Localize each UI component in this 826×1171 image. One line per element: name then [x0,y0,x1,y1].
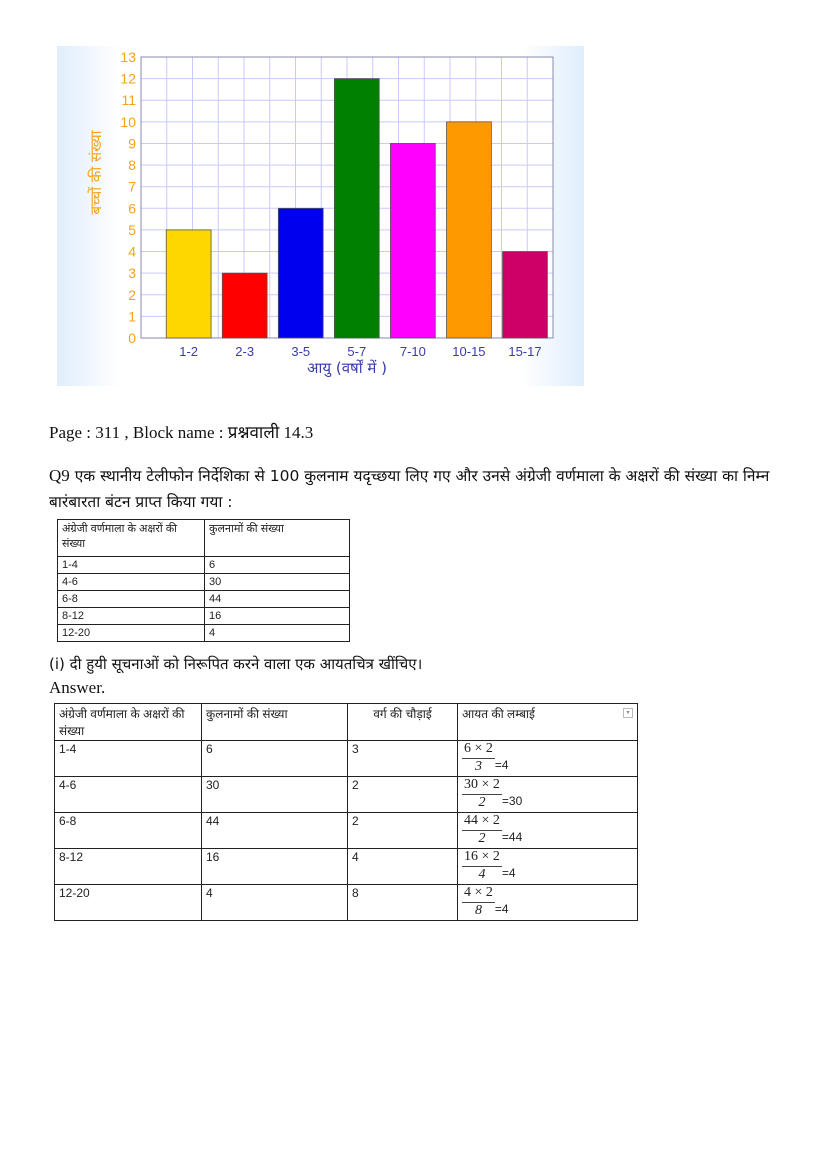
fraction [462,778,502,810]
cell-range: 4-6 [55,777,202,813]
cell-rect-length [458,777,638,813]
cell-count: 30 [202,777,348,813]
fraction-result: =4 [494,902,509,916]
cell-width: 4 [348,849,458,885]
y-tick-label: 4 [128,243,136,260]
frequency-table [57,519,350,642]
cell-range: 6-8 [58,591,205,608]
x-tick-label: 10-15 [452,344,486,359]
table-row [58,608,350,625]
x-tick-label: 5-7 [347,344,367,359]
bar-7-10 [390,143,435,338]
cell-range: 8-12 [58,608,205,625]
y-axis-label: बच्चों की संख्या [87,130,105,215]
y-tick-label: 13 [120,49,136,65]
fraction-result: =4 [494,758,509,772]
table-row [55,885,638,921]
header-rect-length-label: आयत की लम्बाई [462,707,535,721]
y-tick-label: 3 [128,265,136,282]
fraction-result: =44 [501,830,523,844]
x-tick-label: 7-10 [399,344,426,359]
table-row [55,741,638,777]
y-tick-label: 0 [128,330,136,346]
y-tick-label: 6 [128,200,136,217]
header-surnames: कुलनामों की संख्या [205,520,350,557]
table-row [58,591,350,608]
table-row [58,557,350,574]
cell-count: 16 [205,608,350,625]
y-tick-label: 5 [128,221,136,238]
question-number: Q9 [49,466,70,485]
table-row [55,777,638,813]
bar-15-17 [503,252,548,338]
fraction-numerator: 4 × 2 [462,886,495,903]
x-tick-label: 2-3 [235,344,255,359]
bar-5-7 [334,79,379,338]
header-letters: अंग्रेजी वर्णमाला के अक्षरों की संख्या [55,704,202,741]
cell-count: 44 [205,591,350,608]
fraction [462,814,502,846]
cell-range: 8-12 [55,849,202,885]
fraction [462,742,495,774]
cell-range: 6-8 [55,813,202,849]
cell-rect-length [458,813,638,849]
x-tick-label: 1-2 [179,344,199,359]
table-header-row [55,704,638,741]
sub-question: (i) दी हुयी सूचनाओं को निरूपित करने वाला एक आयतचित्र खींचिए। [49,655,423,673]
fraction [462,886,495,918]
cell-width: 2 [348,813,458,849]
cell-count: 30 [205,574,350,591]
histogram-chart [57,46,584,386]
table-row [55,813,638,849]
bar-10-15 [446,122,491,338]
answer-table [54,703,638,921]
answer-label: Answer. [49,678,106,697]
cell-range: 12-20 [58,625,205,642]
question-text [49,463,779,515]
cell-count: 16 [202,849,348,885]
header-class-width: वर्ग की चौड़ाई [348,704,458,741]
page-info-line: Page : 311 , Block name : प्रश्नवाली 14.3 [49,423,314,442]
y-tick-label: 7 [128,178,136,195]
cell-rect-length [458,741,638,777]
fraction-denominator: 4 [478,867,486,882]
header-letters: अंग्रेजी वर्णमाला के अक्षरों की संख्या [58,520,205,557]
fraction-numerator: 16 × 2 [462,850,502,867]
fraction-denominator: 8 [474,903,482,918]
bar-3-5 [278,208,323,338]
y-tick-label: 1 [128,308,136,325]
y-tick-label: 8 [128,157,136,174]
table-row [58,574,350,591]
cell-count: 4 [202,885,348,921]
cell-width: 8 [348,885,458,921]
x-axis-label: आयु (वर्षों में ) [307,359,387,377]
cell-count: 6 [205,557,350,574]
header-rect-length [458,704,638,741]
fraction-result: =4 [501,866,516,880]
fraction-result: =30 [501,794,523,808]
cell-count: 4 [205,625,350,642]
table-row [55,849,638,885]
y-tick-label: 12 [120,70,136,87]
cell-count: 6 [202,741,348,777]
cell-count: 44 [202,813,348,849]
x-tick-label: 3-5 [291,344,311,359]
x-tick-label: 15-17 [508,344,542,359]
cell-rect-length [458,849,638,885]
y-tick-label: 2 [128,286,136,303]
y-tick-label: 9 [128,135,136,152]
cell-range: 1-4 [58,557,205,574]
cell-range: 12-20 [55,885,202,921]
cell-rect-length [458,885,638,921]
bar-2-3 [222,273,267,338]
fraction-denominator: 2 [478,795,486,810]
fraction [462,850,502,882]
cell-width: 3 [348,741,458,777]
y-tick-label: 11 [121,92,136,109]
bar-1-2 [166,230,211,338]
fraction-numerator: 6 × 2 [462,742,495,759]
fraction-denominator: 2 [478,831,486,846]
cell-range: 4-6 [58,574,205,591]
fraction-numerator: 44 × 2 [462,814,502,831]
question-body: एक स्थानीय टेलीफोन निर्देशिका से 100 कुलनाम यदृच्छया लिए गए और उनसे अंग्रेजी वर्णमाला के अक्षरों की संख्या का निम्न बारंबारता बंटन प्राप्त किया गया : [49,467,770,511]
y-tick-label: 10 [120,113,136,130]
header-surnames: कुलनामों की संख्या [202,704,348,741]
fraction-denominator: 3 [474,759,482,774]
table-row [58,625,350,642]
cell-width: 2 [348,777,458,813]
cell-range: 1-4 [55,741,202,777]
fraction-numerator: 30 × 2 [462,778,502,795]
dropdown-icon[interactable]: ▾ [623,708,633,718]
chart-svg [57,46,584,386]
table-header-row [58,520,350,557]
